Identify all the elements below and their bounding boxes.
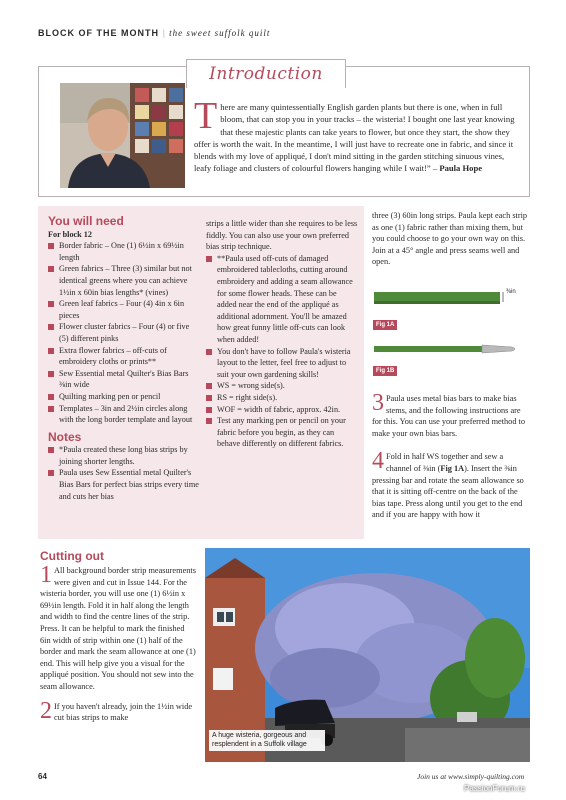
notes-list: [48, 444, 200, 502]
watermark: PassionForum.ru: [464, 784, 525, 793]
list-item: Paula uses Sew Essential metal Quilter's Bias Bars for perfect bias strips every time and cuts her bias: [48, 467, 200, 502]
list-item: Extra flower fabrics – off-cuts of embroidery cloths or prints**: [48, 345, 200, 368]
intro-paragraph: [194, 95, 522, 175]
list-item: Templates – 3in and 2½in circles along with the long border template and layout: [48, 403, 200, 426]
cutting-step-1: [40, 562, 196, 693]
step-3-text: Paula uses metal bias bars to make bias stems, and the following instructions are for this. You can use your preferred method to make your own bias bars.: [372, 394, 525, 438]
list-item: Sew Essential metal Quilter's Bias Bars ⅜in wide: [48, 368, 200, 391]
list-item: Green leaf fabrics – Four (4) 4in x 6in pieces: [48, 298, 200, 321]
step-3-number: 3: [372, 390, 384, 416]
list-item: WS = wrong side(s).: [206, 380, 358, 392]
author-photo: [60, 83, 185, 188]
cutting-out-heading: Cutting out: [40, 549, 104, 563]
intro-dropcap: T: [194, 95, 218, 137]
instructions-column-top: [372, 210, 530, 268]
section-label: BLOCK OF THE MONTH: [38, 28, 159, 38]
list-item: **Paula used off-cuts of damaged embroidered tablecloths, cutting around embroidery and adding a seam allowance for some flower heads. These can be added near the end of the appliqué as additional adornment. You'll be amazed how great funny little off-cuts can look when added!: [206, 253, 358, 346]
list-item: WOF = width of fabric, approx. 42in.: [206, 404, 358, 416]
step-4-number: 4: [372, 448, 384, 475]
step-3: [372, 390, 530, 439]
step-1-text: All background border strip measurements were given and cut in Issue 144. For the wisteria border, you will use one (1) 6½in x 69½in length. Fold it in half along the length and width to find the centre lines of the strip. Press. It can be helpful to mark the finished 6in width of strip within one (1) half of the border and mark the seam allowance at one (1) end. This will help give you a visual for the appliqué position. You should not sew into the seam allowance.: [40, 566, 196, 691]
instructions-column-steps: [372, 390, 530, 521]
fig-1b-label: Fig 1B: [373, 366, 397, 376]
list-item: RS = right side(s).: [206, 392, 358, 404]
notes-continued: strips a little wider than she requires to be less fiddly. You can also use your own preferred bias strip technique.: [206, 219, 358, 252]
materials-column-right: [206, 218, 358, 450]
step-4: [372, 448, 530, 521]
figure-1b: [372, 340, 530, 362]
list-item: Quilting marking pen or pencil: [48, 391, 200, 403]
step-4-text-a: Fold in half WS together and sew a channel of ⅜in (: [386, 452, 504, 473]
materials-column-left: [48, 216, 200, 502]
intro-author: Paula Hope: [439, 163, 483, 174]
list-item: You don't have to follow Paula's wisteria layout to the letter, feel free to adjust to suit your own gardening skills!: [206, 346, 358, 381]
materials-list: [48, 240, 200, 426]
notes-heading: Notes: [48, 429, 82, 444]
intro-body: here are many quintessentially English garden plants but there is one, when in full bloom, that can stop you in your tracks – the wisteria! I bought one last year knowing that these majestic plants can take years to flower, but once they start, the show they offer is worth the wait. In the meantime, I will just have to recreate one in fabric, and since it blends with my love of appliqué, I don't mind sitting in the garden stitching sinuous vines, leafy foliage and clusters of colourful flowers hanging while I wait!” –: [194, 102, 515, 174]
step-1-number: 1: [40, 562, 52, 588]
you-will-need-heading: You will need: [48, 214, 124, 228]
list-item: Green fabrics – Three (3) similar but not identical greens where you can achieve 1½in x 60in bias lengths* (vines): [48, 263, 200, 298]
list-item: Test any marking pen or pencil on your fabric before you begin, as they can behave differently on different fabrics.: [206, 415, 358, 450]
photo-caption: A huge wisteria, gorgeous and resplendent in a Suffolk village: [209, 730, 325, 751]
intro-heading: Introduction: [209, 64, 323, 84]
step-4-text-b: ). Insert the ⅜in pressing bar and rotate the seam allowance so that it is sitting off-centre on the back of the bias tape. Press along until you get to the end and if you are happy with how it: [372, 463, 524, 520]
step-2-number: 2: [40, 697, 52, 724]
bias-join-text: three (3) 60in long strips. Paula kept each strip as one (1) fabric rather than mixing them, but you could choose to go your own way on this. Join at a 45° angle and press seams well and open.: [372, 211, 528, 267]
step-2-text: If you haven't already, join the 1½in wide cut bias strips to make: [54, 701, 193, 723]
fig-1a-label: Fig 1A: [373, 320, 397, 330]
block-subheading: For block 12: [48, 229, 92, 239]
cutting-column: [40, 562, 196, 724]
list-item: Flower cluster fabrics – Four (4) or five (5) different pinks: [48, 321, 200, 344]
step-4-fig-ref: Fig 1A: [440, 463, 465, 473]
cutting-step-2: [40, 697, 196, 724]
list-item: *Paula created these long bias strips by joining shorter lengths.: [48, 444, 200, 467]
running-header: [38, 28, 270, 38]
page-number: 64: [38, 772, 47, 781]
intro-heading-tab: [186, 59, 346, 88]
header-separator: |: [163, 28, 166, 38]
fig-measure-label: ⅜in: [506, 289, 516, 295]
list-item: Border fabric – One (1) 6½in x 69½in length: [48, 240, 200, 263]
series-title: the sweet suffolk quilt: [169, 28, 271, 38]
footer-url: Join us at www.simply-quilting.com: [417, 772, 525, 781]
notes-list-continued: [206, 253, 358, 450]
